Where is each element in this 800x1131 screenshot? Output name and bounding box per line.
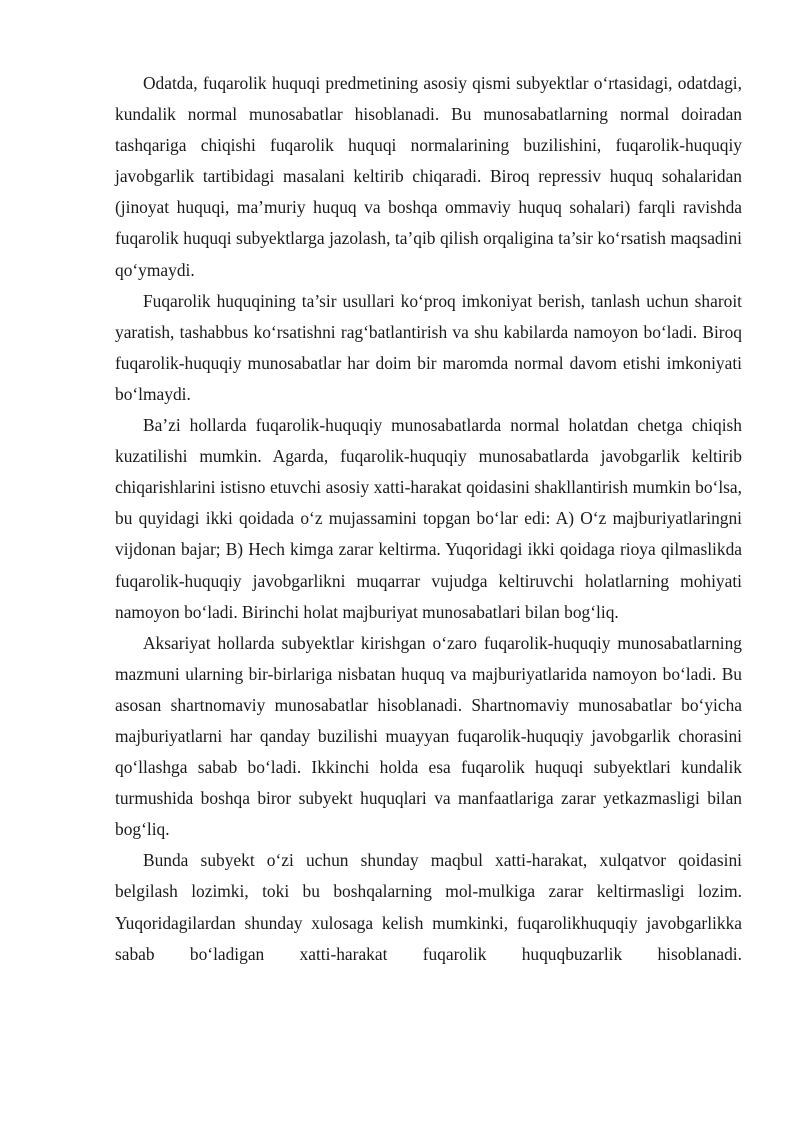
paragraph-4: Aksariyat hollarda subyektlar kirishgan o‘zaro fuqarolik-huquqiy munosabatlarning mazmuni ularning bir-birlariga nisbatan huquq va majburiyatlarida namoyon bo‘ladi. Bu asosan shartnomaviy munosabatlar hisoblanadi. Shartnomaviy munosabatlar bo‘yicha majburiyatlarni har qanday buzilishi muayyan fuqarolik-huquqiy javobgarlik chorasini qo‘llashga sabab bo‘ladi. Ikkinchi holda esa fuqarolik huquqi subyektlari kundalik turmushida boshqa biror subyekt huquqlari va manfaatlariga zarar yetkazmasligi bilan bog‘liq. <box>115 632 742 840</box>
paragraph-1: Odatda, fuqarolik huquqi predmetining asosiy qismi subyektlar o‘rtasidagi, odatdagi, kundalik normal munosabatlar hisoblanadi. Bu munosabatlarning normal doiradan tashqariga chiqishi fuqarolik huquqi normalarining buzilishini, fuqarolik-huquqiy javobgarlik tartibidagi masalani keltirib chiqaradi. Biroq repressiv huquq sohalaridan (jinoyat huquqi, ma’muriy huquq va boshqa ommaviy huquq sohalari) farqli ravishda fuqarolik huquqi subyektlarga jazolash, ta’qib qilish orqaligina ta’sir ko‘rsatish maqsadini qo‘ymaydi. <box>115 73 742 280</box>
paragraph-5: Bunda subyekt o‘zi uchun shunday maqbul xatti-harakat, xulqatvor qoidasini belgilash lozimki, toki bu boshqalarning mol-mulkiga zarar keltirmasligi lozim. Yuqoridagilardan shunday xulosaga kelish mumkinki, fuqarolikhuquqiy javobgarlikka sabab bo‘ladigan xatti-harakat fuqarolik huquqbuzarlik hisoblanadi. <box>115 850 742 964</box>
document-page <box>115 68 742 970</box>
paragraph-2: Fuqarolik huquqining ta’sir usullari ko‘proq imkoniyat berish, tanlash uchun sharoit yaratish, tashabbus ko‘rsatishni rag‘batlantirish va shu kabilarda namoyon bo‘ladi. Biroq fuqarolik-huquqiy munosabatlar har doim bir maromda normal davom etishi imkoniyati bo‘lmaydi. <box>115 290 742 404</box>
paragraph-3: Ba’zi hollarda fuqarolik-huquqiy munosabatlarda normal holatdan chetga chiqish kuzatilishi mumkin. Agarda, fuqarolik-huquqiy munosabatlarda javobgarlik keltirib chiqarishlarini istisno etuvchi asosiy xatti-harakat qoidasini shakllantirish mumkin bo‘lsa, bu quyidagi ikki qoidada o‘z mujassamini topgan bo‘lar edi: A) O‘z majburiyatlaringni vijdonan bajar; B) Hech kimga zarar keltirma. Yuqoridagi ikki qoidaga rioya qilmaslikda fuqarolik-huquqiy javobgarlikni muqarrar vujudga keltiruvchi holatlarning mohiyati namoyon bo‘ladi. Birinchi holat majburiyat munosabatlari bilan bog‘liq. <box>115 415 742 622</box>
